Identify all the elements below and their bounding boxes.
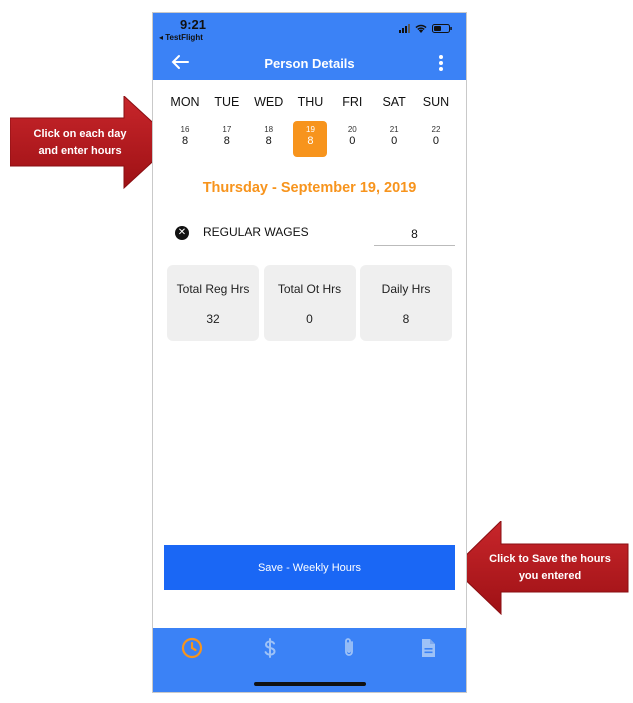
day-date: 19 (306, 125, 315, 134)
page-title: Person Details (264, 56, 355, 71)
totals-panel (167, 265, 452, 341)
day-date: 17 (222, 125, 232, 134)
status-icons (399, 24, 452, 33)
day-date: 16 (180, 125, 190, 134)
day-hours: 8 (223, 135, 230, 147)
day-name: SUN (422, 95, 450, 109)
day-fri[interactable] (334, 95, 370, 157)
dollar-icon[interactable] (258, 636, 282, 660)
day-hours: 0 (432, 135, 440, 147)
close-circle-icon[interactable]: ✕ (175, 226, 189, 240)
day-name: FRI (342, 95, 363, 109)
day-hours: 8 (181, 135, 189, 147)
callout-day-hint-line1: Click on each day (33, 128, 127, 140)
status-time: 9:21 (180, 17, 207, 32)
more-vertical-icon[interactable] (438, 54, 444, 77)
day-hours: 8 (307, 135, 314, 147)
phone-screen (152, 12, 467, 693)
wage-label: REGULAR WAGES (203, 225, 309, 239)
week-selector (167, 95, 454, 157)
status-bar (153, 13, 466, 46)
callout-save-hint-line2: you entered (518, 570, 582, 582)
paperclip-icon[interactable] (337, 636, 361, 660)
total-value: 0 (306, 312, 313, 326)
day-name: THU (297, 95, 324, 109)
callout-day-hint-line2: and enter hours (38, 145, 122, 157)
day-name: SAT (382, 95, 406, 109)
document-icon[interactable] (416, 636, 440, 660)
day-thu[interactable] (292, 95, 328, 157)
day-tue[interactable] (209, 95, 245, 157)
wage-row (173, 223, 453, 249)
day-hours: 0 (391, 135, 398, 147)
status-back-to-app[interactable]: ◂ TestFlight (159, 33, 203, 42)
total-reg-hrs-card (167, 265, 259, 341)
day-hours: 8 (265, 135, 272, 147)
wage-hours-input[interactable] (374, 223, 455, 246)
total-value: 8 (402, 312, 410, 326)
day-sat[interactable] (376, 95, 412, 157)
tab-bar (153, 628, 466, 692)
callout-day-hint (10, 96, 175, 190)
total-label: Total Reg Hrs (176, 282, 250, 296)
total-label: Total Ot Hrs (277, 282, 342, 296)
day-mon[interactable] (167, 95, 203, 157)
day-wed[interactable] (251, 95, 287, 157)
day-date: 22 (431, 125, 441, 134)
total-ot-hrs-card (264, 265, 356, 341)
home-indicator[interactable] (254, 682, 366, 686)
callout-save-hint-line1: Click to Save the hours (489, 553, 611, 565)
day-name: TUE (214, 95, 240, 109)
wifi-icon (415, 24, 427, 33)
day-name: WED (254, 95, 284, 109)
total-label: Daily Hrs (381, 282, 431, 296)
callout-save-hint (453, 521, 629, 615)
app-bar (153, 46, 466, 80)
day-name: MON (170, 95, 200, 109)
daily-hrs-card (360, 265, 452, 341)
day-date: 20 (347, 125, 357, 134)
selected-date-heading: Thursday - September 19, 2019 (202, 180, 417, 196)
battery-icon (432, 24, 452, 33)
clock-icon[interactable] (180, 636, 204, 660)
day-date: 21 (389, 125, 399, 134)
day-sun[interactable] (418, 95, 454, 157)
day-date: 18 (264, 125, 274, 134)
signal-icon (399, 24, 410, 33)
save-weekly-hours-button[interactable]: Save - Weekly Hours (164, 545, 455, 590)
total-value: 32 (206, 312, 220, 326)
day-hours: 0 (349, 135, 356, 147)
